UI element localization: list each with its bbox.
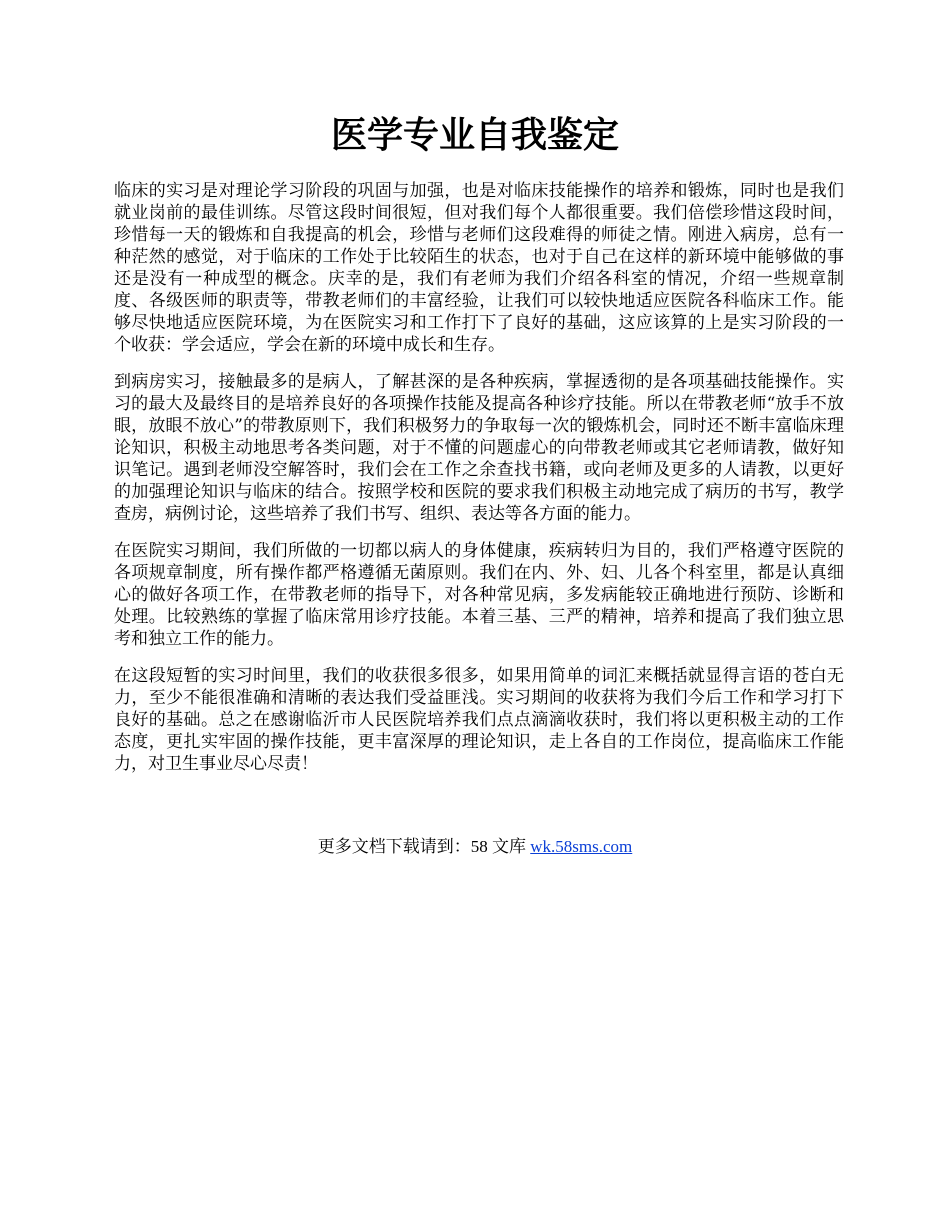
- document-body: [114, 180, 844, 790]
- document-title: 医学专业自我鉴定: [330, 114, 619, 156]
- paragraph-1: 临床的实习是对理论学习阶段的巩固与加强，也是对临床技能操作的培养和锻炼，同时也是我们就业岗前的最佳训练。尽管这段时间很短，但对我们每个人都很重要。我们倍偿珍惜这段时间，珍惜每一天的锻炼和自我提高的机会，珍惜与老师们这段难得的师徒之情。刚进入病房，总有一种茫然的感觉，对于临床的工作处于比较陌生的状态，也对于自己在这样的新环境中能够做的事还是没有一种成型的概念。庆幸的是，我们有老师为我们介绍各科室的情况，介绍一些规章制度、各级医师的职责等，带教老师们的丰富经验，让我们可以较快地适应医院各科临床工作。能够尽快地适应医院环境，为在医院实习和工作打下了良好的基础，这应该算的上是实习阶段的一个收获：学会适应，学会在新的环境中成长和生存。: [114, 181, 844, 355]
- paragraph-2: 到病房实习，接触最多的是病人，了解甚深的是各种疾病，掌握透彻的是各项基础技能操作。实习的最大及最终目的是培养良好的各项操作技能及提高各种诊疗技能。所以在带教老师“放手不放眼，放眼不放心”的带教原则下，我们积极努力的争取每一次的锻炼机会，同时还不断丰富临床理论知识，积极主动地思考各类问题，对于不懂的问题虚心的向带教老师或其它老师请教，做好知识笔记。遇到老师没空解答时，我们会在工作之余查找书籍，或向老师及更多的人请教，以更好的加强理论知识与临床的结合。按照学校和医院的要求我们积极主动地完成了病历的书写，教学查房，病例讨论，这些培养了我们书写、组织、表达等各方面的能力。: [114, 372, 844, 524]
- footer-text: 更多文档下载请到：58 文库: [317, 837, 531, 856]
- paragraph-3: 在医院实习期间，我们所做的一切都以病人的身体健康，疾病转归为目的，我们严格遵守医院的各项规章制度，所有操作都严格遵循无菌原则。我们在内、外、妇、儿各个科室里，都是认真细心的做好各项工作，在带教老师的指导下，对各种常见病，多发病能较正确地进行预防、诊断和处理。比较熟练的掌握了临床常用诊疗技能。本着三基、三严的精神，培养和提高了我们独立思考和独立工作的能力。: [114, 541, 844, 649]
- paragraph-4: 在这段短暂的实习时间里，我们的收获很多很多，如果用简单的词汇来概括就显得言语的苍白无力，至少不能很准确和清晰的表达我们受益匪浅。实习期间的收获将为我们今后工作和学习打下良好的基础。总之在感谢临沂市人民医院培养我们点点滴滴收获时，我们将以更积极主动的工作态度，更扎实牢固的操作技能，更丰富深厚的理论知识，走上各自的工作岗位，提高临床工作能力，对卫生事业尽心尽责！: [114, 666, 844, 774]
- download-footer: [0, 836, 950, 858]
- footer-link[interactable]: wk.58sms.com: [530, 837, 633, 856]
